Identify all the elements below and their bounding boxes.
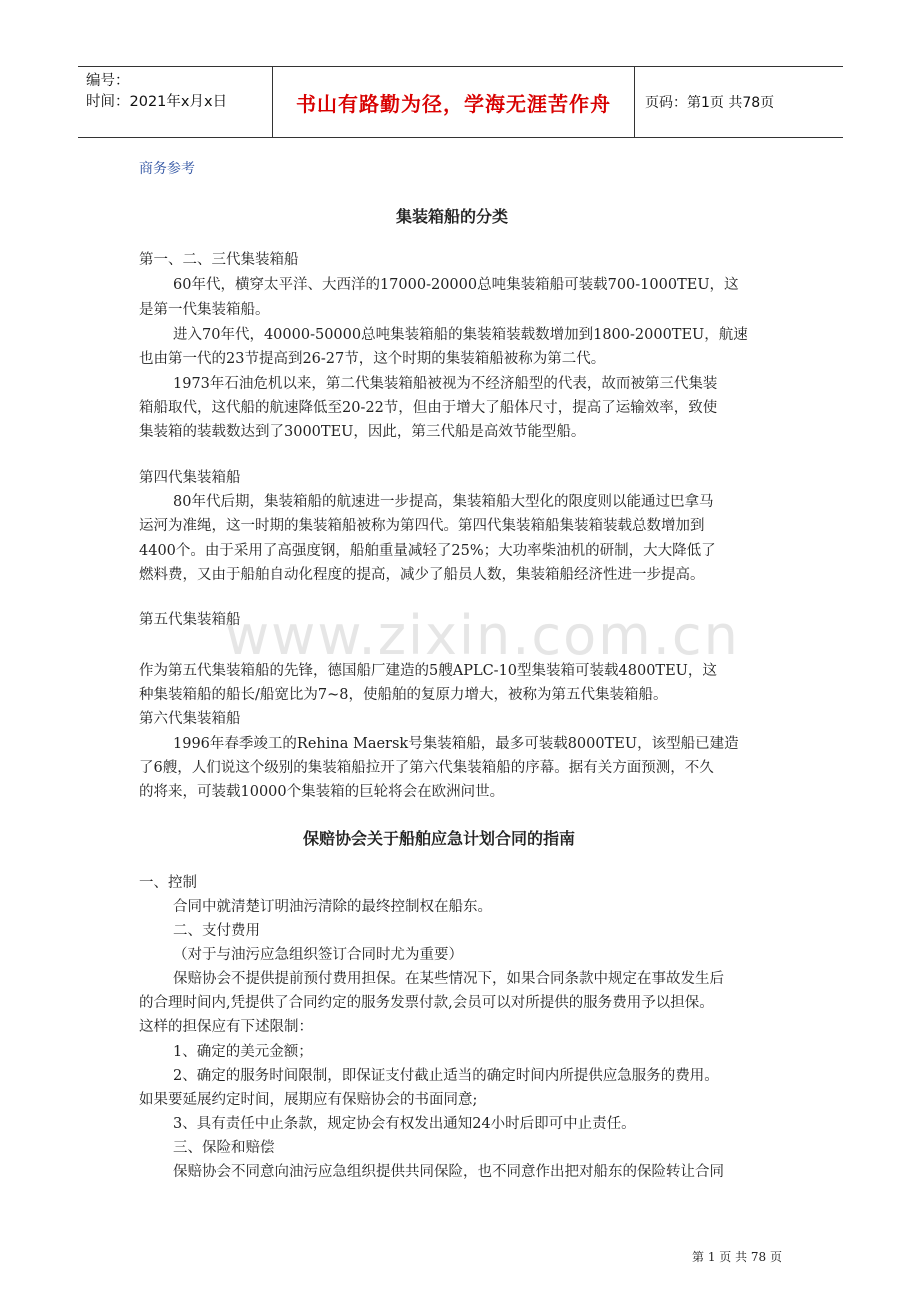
section-heading: 第一、二、三代集装箱船	[139, 252, 299, 268]
list-item: 2、确定的服务时间限制，即保证支付截止适当的确定时间内所提供应急服务的费用。	[173, 1068, 719, 1084]
paragraph-line: 运河为准绳，这一时期的集装箱船被称为第四代。第四代集装箱船集装箱装载总数增加到	[139, 518, 705, 534]
list-item: 3、具有责任中止条款，规定协会有权发出通知24小时后即可中止责任。	[173, 1116, 636, 1132]
section-heading: 一、控制	[139, 875, 197, 891]
paragraph-line: 了6艘，人们说这个级别的集装箱船拉开了第六代集装箱船的序幕。据有关方面预测，不久	[139, 760, 714, 776]
watermark: www.zixin.com.cn	[225, 604, 740, 667]
paragraph-line: 保赔协会不提供提前预付费用担保。在某些情况下，如果合同条款中规定在事故发生后	[173, 971, 724, 987]
paragraph-line: 这样的担保应有下述限制：	[139, 1019, 313, 1035]
article-title-container-ship-classification: 集装箱船的分类	[396, 207, 509, 226]
paragraph-line: 燃料费，又由于船舶自动化程度的提高，减少了船员人数，集装箱船经济性进一步提高。	[139, 567, 705, 583]
paragraph-line: 的合理时间内,凭提供了合同约定的服务发票付款,会员可以对所提供的服务费用予以担保。	[139, 995, 714, 1011]
section-heading: 三、保险和赔偿	[173, 1140, 275, 1156]
section-heading: 第五代集装箱船	[139, 612, 241, 628]
page-footer: 第 1 页 共 78 页	[692, 1250, 782, 1264]
section-heading: 第六代集装箱船	[139, 711, 241, 727]
paragraph-line: 80年代后期，集装箱船的航速进一步提高，集装箱船大型化的限度则以能通过巴拿马	[173, 494, 714, 510]
paragraph-line: 集装箱的装载数达到了3000TEU，因此，第三代船是高效节能型船。	[139, 424, 586, 440]
paragraph-line: 保赔协会不同意向油污应急组织提供共同保险，也不同意作出把对船东的保险转让合同	[173, 1164, 724, 1180]
header-motto: 书山有路勤为径，学海无涯苦作舟	[273, 67, 635, 137]
reference-label: 商务参考	[139, 161, 195, 177]
paragraph-line: 作为第五代集装箱船的先锋，德国船厂建造的5艘APLC-10型集装箱可装载4800TEU，这	[139, 663, 717, 679]
paragraph-line: 也由第一代的23节提高到26-27节，这个时期的集装箱船被称为第二代。	[139, 351, 606, 367]
header-page-number: 页码：第1页 共78页	[645, 95, 775, 111]
paragraph-line: 1996年春季竣工的Rehina Maersk号集装箱船，最多可装载8000TEU，该型船已建造	[173, 736, 739, 752]
page-header	[78, 66, 843, 138]
article-title-pi-club-guide: 保赔协会关于船舶应急计划合同的指南	[303, 829, 576, 848]
paragraph-line: 60年代，横穿太平洋、大西洋的17000-20000总吨集装箱船可装载700-1000TEU，这	[173, 277, 739, 293]
paragraph-line: 4400个。由于采用了高强度钢，船舶重量减轻了25%；大功率柴油机的研制，大大降低了	[139, 543, 716, 559]
paragraph-line: 箱船取代，这代船的航速降低至20-22节，但由于增大了船体尺寸，提高了运输效率，致使	[139, 400, 718, 416]
section-heading: 二、支付费用	[173, 923, 260, 939]
paragraph-line: 1973年石油危机以来，第二代集装箱船被视为不经济船型的代表，故而被第三代集装	[173, 376, 718, 392]
paragraph-line: 如果要延展约定时间，展期应有保赔协会的书面同意;	[139, 1092, 478, 1108]
paragraph-line: 合同中就清楚订明油污清除的最终控制权在船东。	[173, 899, 492, 915]
document-number-label: 编号：	[86, 73, 130, 89]
document-time-label: 时间：2021年x月x日	[86, 94, 228, 110]
paragraph-line: 的将来，可装载10000个集装箱的巨轮将会在欧洲问世。	[139, 784, 505, 800]
paragraph-line: 是第一代集装箱船。	[139, 302, 270, 318]
list-item: 1、确定的美元金额；	[173, 1044, 313, 1060]
paragraph-line: 种集装箱船的船长/船宽比为7~8，使船舶的复原力增大，被称为第五代集装箱船。	[139, 687, 668, 703]
paragraph-line: 进入70年代，40000-50000总吨集装箱船的集装箱装载数增加到1800-2000TEU，航速	[173, 327, 748, 343]
header-meta-cell	[78, 67, 273, 137]
paragraph-line: （对于与油污应急组织签订合同时尤为重要）	[173, 947, 463, 963]
section-heading: 第四代集装箱船	[139, 470, 241, 486]
